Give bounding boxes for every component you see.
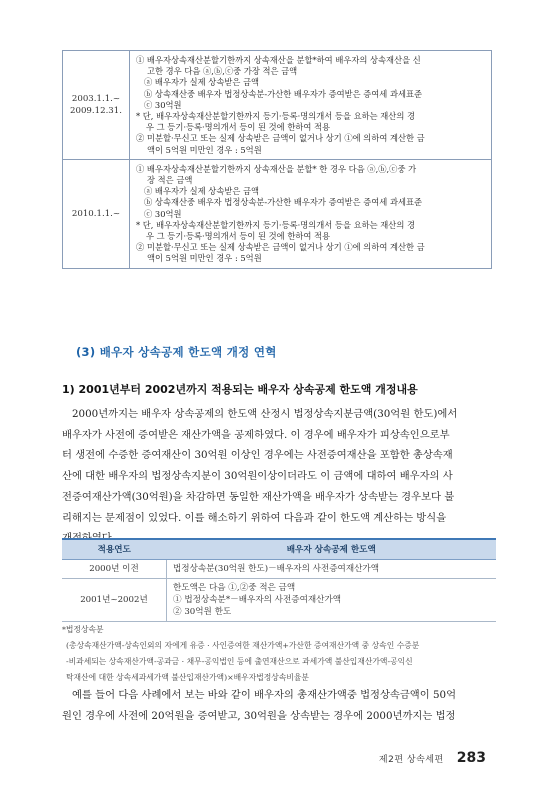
rule-line: ① 배우자상속재산분할기한까지 상속재산을 분할*하여 배우자의 상속재산을 신 [136, 55, 421, 65]
rule-cell [130, 51, 492, 160]
footnote-line: -비과세되는 상속재산가액-공과금 · 채무-공익법인 등에 출연재산으로 과세가액 불산입재산가액-공익신 [66, 657, 413, 666]
table-row [62, 579, 496, 622]
subsection-title: 1) 2001년부터 2002년까지 적용되는 배우자 상속공제 한도액 개정내용 [62, 383, 418, 396]
limit-cell [167, 560, 497, 579]
footnote-line: (총상속재산가액-상속인외의 자에게 유증 · 사인증여한 재산가액+가산한 증여재산가액 중 상속인 수증분 [66, 641, 420, 650]
table-row [63, 159, 492, 268]
limit-line: 한도액은 다음 ①,②중 적은 금액 [173, 583, 296, 593]
rule-line: 고한 경우 다음 ⓐ,ⓑ,ⓒ중 가장 적은 금액 [147, 66, 298, 77]
rule-line: 장 적은 금액 [147, 175, 193, 186]
period-text: 2003.1.1.~ [71, 93, 121, 104]
limit-line: ② 30억원 한도 [173, 607, 232, 617]
deduction-limit-table [62, 50, 492, 269]
limit-history-table [62, 538, 496, 622]
year-cell: 2000년 이전 [62, 560, 167, 579]
paragraph-line: 배우자가 사전에 증여받은 재산가액을 공제하였다. 이 경우에 배우자가 피상속인으로부 [62, 428, 450, 441]
rule-line: ⓒ 30억원 [144, 208, 182, 219]
limit-line: ① 법정상속분*－배우자의 사전증여재산가액 [173, 595, 342, 605]
section-title: (3) 배우자 상속공제 한도액 개정 연혁 [76, 345, 277, 359]
paragraph-line: 산에 대한 배우자의 법정상속지분이 30억원이상이더라도 이 금액에 대하여 배우자의 사 [62, 470, 453, 483]
rule-line: 액이 5억원 미만인 경우 : 5억원 [147, 144, 262, 155]
limit-line: 법정상속분(30억원 한도)－배우자의 사전증여재산가액 [173, 564, 380, 574]
table-row [62, 560, 496, 579]
rule-line: ⓒ 30억원 [144, 99, 182, 110]
rule-line: 액이 5억원 미만인 경우 : 5억원 [147, 253, 262, 264]
rule-line: ② 미분할·무신고 또는 실제 상속받은 금액이 없거나 상기 ①에 의하여 계산한 금 [136, 133, 425, 144]
paragraph-line: 터 생전에 수증한 증여재산이 30억원 이상인 경우에는 사전증여재산을 포함한 총상속재 [62, 449, 453, 462]
paragraph-line: 예를 들어 다음 사례에서 보는 바와 같이 배우자의 총재산가액중 법정상속금액이 50억 [72, 689, 457, 701]
table-row [63, 51, 492, 160]
period-cell [63, 51, 130, 160]
rule-line: 우 그 등기·등록·명의개서 등이 된 것에 한하여 적용 [146, 122, 331, 133]
limit-cell [167, 579, 497, 622]
column-header: 배우자 상속공제 한도액 [167, 539, 497, 560]
footnote-line: *법정상속분 [62, 625, 104, 634]
rule-line: ⓑ 상속재산중 배우자 법정상속분-가산한 배우자가 증여받은 증여세 과세표준 [144, 197, 423, 208]
rule-line: ② 미분할·무신고 또는 실제 상속받은 금액이 없거나 상기 ①에 의하여 계산한 금 [136, 242, 425, 253]
paragraph-line: 리해지는 문제점이 있었다. 이를 해소하기 위하여 다음과 같이 한도액 계산하는 방식을 [62, 511, 447, 524]
table-header-row [62, 539, 496, 560]
footnote-line: 탁재산에 대한 상속세과세가액 불산입재산가액)×배우자법정상속비율분 [66, 673, 309, 682]
rule-line: 우 그 등기·등록·명의개서 등이 된 것에 한하여 적용 [146, 231, 331, 242]
paragraph-line: 원인 경우에 사전에 20억원을 증여받고, 30억원을 상속받는 경우에 2000년까지는 법정 [62, 709, 456, 722]
rule-cell [130, 159, 492, 268]
period-cell [63, 159, 130, 268]
rule-line: ⓐ 배우자가 실제 상속받은 금액 [144, 77, 260, 88]
rule-line: * 단, 배우자상속재산분할기한까지 등기·등록·명의개서 등을 요하는 재산의 경 [136, 111, 415, 122]
rule-line: ⓐ 배우자가 실제 상속받은 금액 [144, 186, 260, 197]
year-cell: 2001년~2002년 [62, 579, 167, 622]
paragraph-line: 전증여재산가액(30억원)을 차감하면 동일한 재산가액을 배우자가 상속받는 경우보다 불 [62, 490, 455, 503]
rule-line: ⓑ 상속재산중 배우자 법정상속분-가산한 배우자가 증여받은 증여세 과세표준 [144, 88, 423, 99]
period-text: 2009.12.31. [70, 105, 122, 116]
page-footer [379, 747, 486, 766]
footer-section-label: 제2편 상속세편 [378, 755, 444, 765]
body-paragraph [62, 404, 496, 549]
period-text: 2010.1.1.~ [71, 208, 121, 219]
page-number: 283 [456, 750, 486, 766]
body-paragraph [62, 685, 496, 726]
rule-line: * 단, 배우자상속재산분할기한까지 등기·등록·명의개서 등을 요하는 재산의 경 [136, 219, 415, 230]
column-header: 적용연도 [62, 539, 167, 560]
footnote [62, 622, 502, 686]
paragraph-line: 2000년까지는 배우자 상속공제의 한도액 산정시 법정상속지분금액(30억원 한도)에서 [72, 408, 458, 420]
rule-line: ① 배우자상속재산분할기한까지 상속재산을 분할* 한 경우 다음 ⓐ,ⓑ,ⓒ중 가 [136, 163, 417, 174]
